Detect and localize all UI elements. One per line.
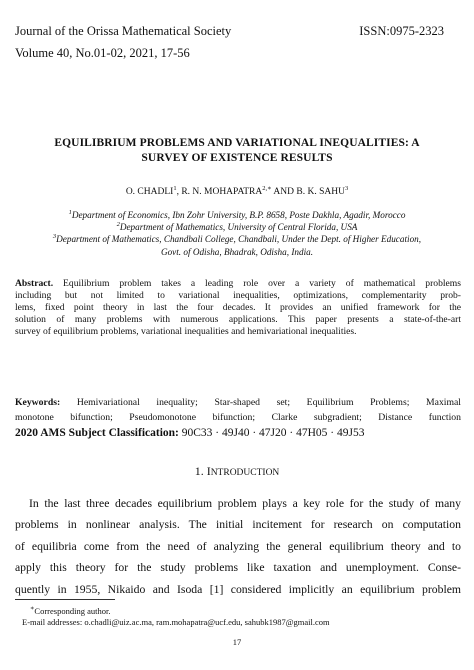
abstract (15, 278, 461, 338)
footnote-sup: ∗ (30, 605, 35, 612)
intro-paragraph (15, 493, 461, 600)
abstract-label: Abstract. (15, 278, 54, 289)
affiliation-1-text: Department of Economics, Ibn Zohr University, B.P. 8658, Poste Dakhla, Agadir, Morocco (71, 210, 406, 220)
author-line (0, 187, 474, 197)
author-2-sup: 2,∗ (262, 185, 272, 192)
author-1: O. CHADLI (125, 187, 174, 197)
affiliation-3-cont (0, 247, 474, 257)
keywords-line-2: monotone bifunction; Pseudomonotone bifunction; Clarke subgradient; Distance function (15, 412, 461, 423)
footnote-corresponding-text: Corresponding author. (34, 606, 111, 616)
intro-line-5: quently in 1955, Nikaido and Isoda [1] considered implicitly an equilibrium problem (15, 582, 461, 596)
author-1-sup: 1 (173, 185, 177, 192)
affiliation-2-text: Department of Mathematics, University of Central Florida, USA (119, 222, 358, 232)
affiliation-2-sup: 2 (116, 221, 120, 228)
affiliation-3-text: Department of Mathematics, Chandbali College, Chandbali, Under the Dept. of Higher Education, (56, 234, 422, 244)
footnote-emails: E-mail addresses: o.chadli@uiz.ac.ma, ram.mohapatra@ucf.edu, sahubk1987@gmail.com (22, 617, 330, 627)
volume-info: Volume 40, No.01-02, 2021, 17-56 (15, 46, 190, 60)
journal-name: Journal of the Orissa Mathematical Society (15, 24, 232, 38)
abstract-line-1 (15, 278, 461, 290)
affiliation-3-sup: 3 (52, 233, 57, 240)
affiliation-3-cont-text: Govt. of Odisha, Bhadrak, Odisha, India. (160, 247, 314, 257)
section-number: 1. (194, 464, 204, 478)
affiliation-3 (0, 234, 474, 244)
abstract-line-2: including but not limited to variational inequalities, optimizations, complementarity prob- (15, 290, 461, 301)
abstract-line-4: solution of many problems with numerous applications. This paper presents a state-of-the-art (15, 314, 461, 325)
paper-title-line-1: EQUILIBRIUM PROBLEMS AND VARIATIONAL INEQUALITIES: A (54, 137, 420, 149)
intro-line-2: problems in nonlinear analysis. The initial incitement for research on computation (15, 518, 461, 532)
section-heading (0, 464, 474, 479)
abstract-line-1-text: Equilibrium problem takes a leading role over a variety of mathematical problems (63, 278, 462, 289)
keywords-label: Keywords: (15, 397, 61, 408)
ams-codes: 90C33 · 49J40 · 47J20 · 47H05 · 49J53 (181, 427, 365, 439)
page-number: 17 (232, 637, 242, 647)
section-title (207, 464, 280, 478)
affiliation-2 (0, 222, 474, 232)
affiliation-1 (0, 210, 474, 220)
intro-line-3: of equilibria come from the need of analyzing the general equilibrium theory and to (15, 539, 461, 553)
keywords-line-1 (15, 395, 461, 410)
paper-title-line-2: SURVEY OF EXISTENCE RESULTS (141, 152, 333, 164)
ams-label: 2020 AMS Subject Classification: (15, 427, 179, 439)
section-title-initial: I (206, 464, 211, 478)
intro-line-1: In the last three decades equilibrium problem plays a key role for the study of many (29, 497, 461, 510)
abstract-line-5: survey of equilibrium problems, variational inequalities and hemivariational inequalities. (15, 326, 357, 337)
footnote-rule (15, 599, 115, 600)
author-2: , R. N. MOHAPATRA (176, 187, 263, 197)
ams-classification (15, 427, 364, 439)
affiliation-1-sup: 1 (68, 209, 72, 216)
intro-line-4: apply this theory for the study problems like taxation and unemployment. Conse- (15, 561, 461, 575)
keywords-line-1-text: Hemivariational inequality; Star-shaped set; Equilibrium Problems; Maximal (76, 397, 462, 408)
section-title-rest: NTRODUCTION (210, 468, 280, 478)
author-3: AND B. K. SAHU (271, 187, 345, 197)
issn: ISSN:0975-2323 (359, 24, 444, 38)
author-3-sup: 3 (344, 185, 349, 192)
keywords (15, 395, 461, 425)
abstract-line-3: lems, fixed point theory in last the four decades. It provides an unified framework for the (15, 302, 461, 313)
footnote-corresponding (30, 606, 110, 617)
